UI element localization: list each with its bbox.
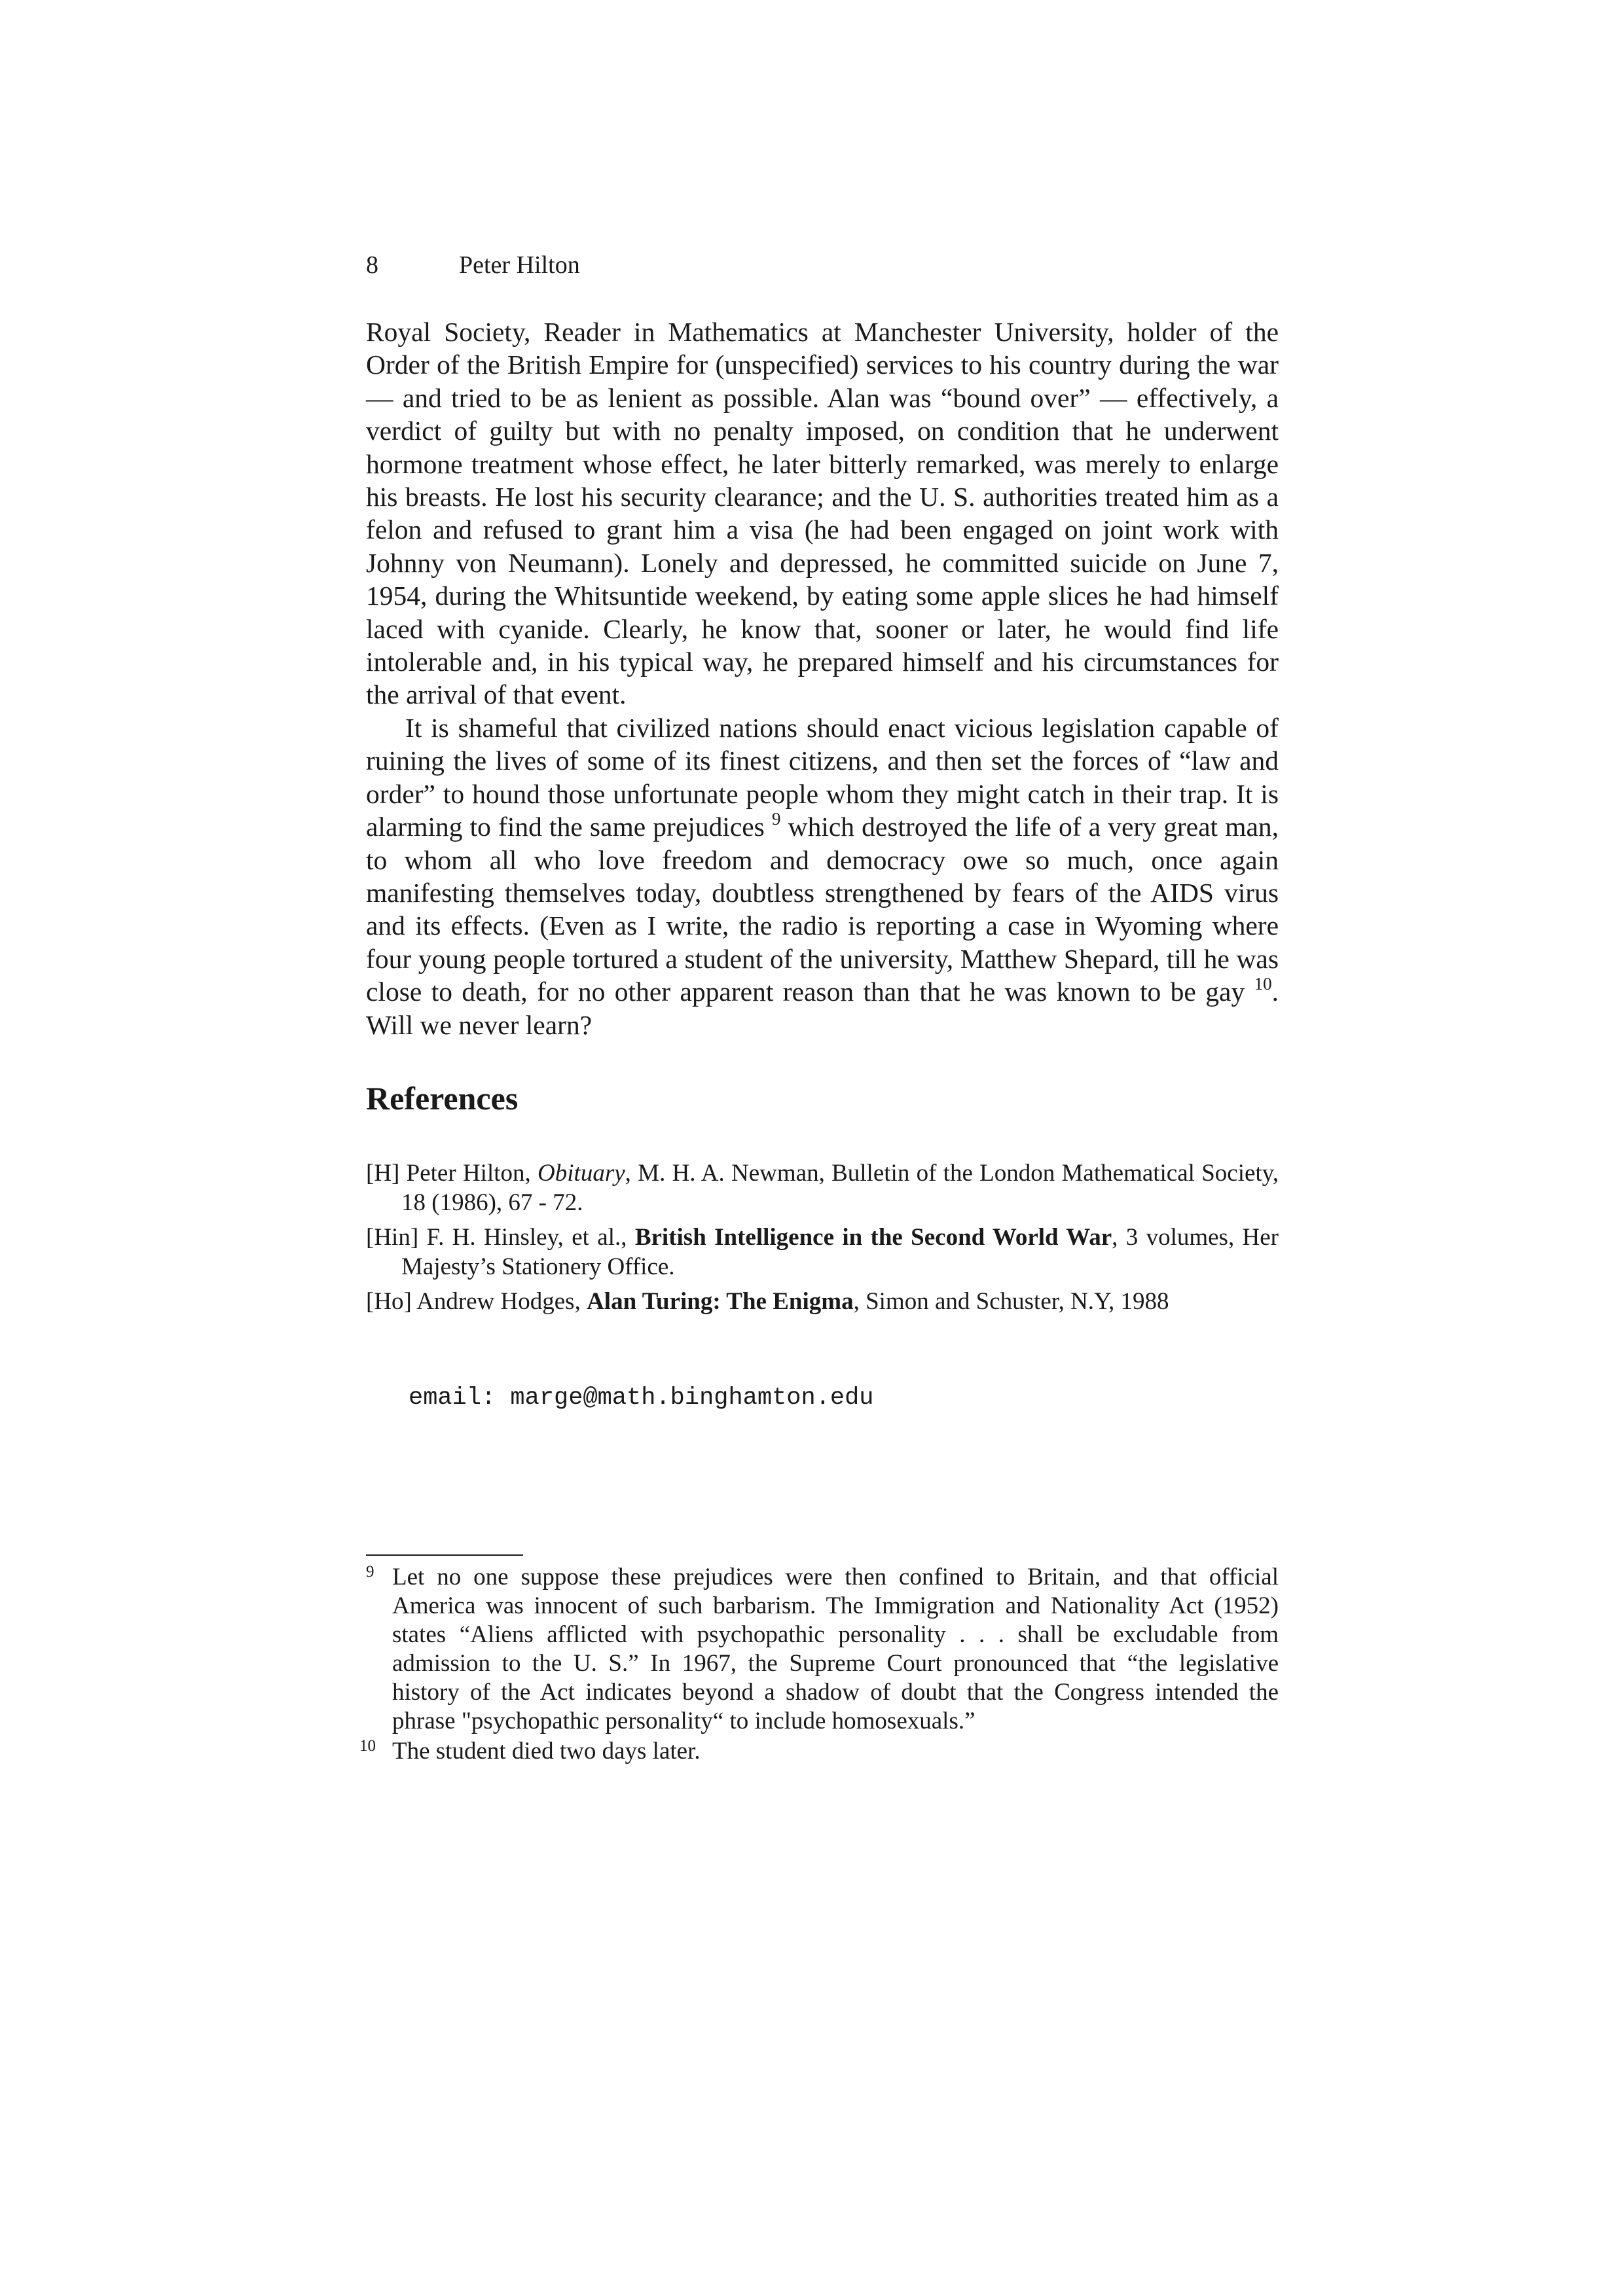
footnote-10 [359, 1737, 1279, 1766]
reference-details: , M. H. A. Newman, Bulletin of the London Mathematical Society, 18 (1986), 67 - 72. [401, 1160, 1279, 1216]
contact-email[interactable]: email: marge@math.binghamton.edu [409, 1384, 874, 1412]
footnote-mark: 10 [359, 1737, 376, 1755]
reference-details: , Simon and Schuster, N.Y, 1988 [853, 1288, 1169, 1315]
footnote-mark: 9 [366, 1563, 374, 1581]
footnote-divider [366, 1554, 523, 1556]
paragraph-2-part-b: which destroyed the life of a very great man, to whom all who love freedom and democracy owe so much, once again manifesting themselves today, doubtless strengthened by fears of the AIDS virus and its effects. (Even as I write, the radio is reporting a case in Wyoming where four young people tortured a student of the university, Matthew Shepard, till he was close to death, for no other apparent reason than that he was known to be gay [366, 812, 1279, 1007]
reference-key: [H] [366, 1160, 400, 1187]
reference-key: [Hin] [366, 1224, 419, 1251]
footnote-ref-10[interactable]: 10 [1254, 974, 1272, 994]
footnote-text: The student died two days later. [392, 1738, 701, 1765]
paragraph-1: Royal Society, Reader in Mathematics at Manchester University, holder of the Order of the British Empire for (unspecified) services to his country during the war — and tried to be as lenient as possible. Alan was “bound over” — effectively, a verdict of guilty but with no penalty imposed, on condition that he underwent hormone treatment whose effect, he later bitterly remarked, was merely to enlarge his breasts. He lost his security clearance; and the U. S. authorities treated him as a felon and refused to grant him a visa (he had been engaged on joint work with Johnny von Neumann). Lonely and depressed, he committed suicide on June 7, 1954, during the Whitsuntide weekend, by eating some apple slices he had himself laced with cyanide. Clearly, he know that, sooner or later, he would find life intolerable and, in his typical way, he prepared himself and his circumstances for the arrival of that event. [366, 317, 1279, 710]
body-text [366, 315, 1279, 1041]
paragraph-2 [366, 711, 1279, 1041]
reference-details: , 3 volumes, Her Majesty’s Stationery Office. [401, 1224, 1279, 1280]
paragraph-2-part-a: It is shameful that civilized nations should enact vicious legislation capable of ruining the lives of some of its finest citizens, and then set the forces of “law and order” to hound those unfortunate people whom they might catch in their trap. It is alarming to find the same prejudices [366, 712, 1279, 842]
reference-key: [Ho] [366, 1288, 412, 1315]
reference-author: Andrew Hodges, [416, 1288, 581, 1315]
reference-title: British Intelligence in the Second World War [634, 1224, 1112, 1251]
reference-title: Alan Turing: The Enigma [587, 1288, 854, 1315]
references-heading: References [366, 1080, 519, 1117]
reference-author: F. H. Hinsley, et al., [426, 1224, 627, 1251]
footnote-9 [366, 1563, 1279, 1736]
footnote-ref-9[interactable]: 9 [771, 809, 781, 829]
reference-item [366, 1223, 1279, 1282]
reference-author: Peter Hilton, [406, 1160, 531, 1187]
reference-item [366, 1287, 1279, 1316]
references-list [366, 1158, 1279, 1321]
paragraph-2-part-c: . Will we never learn? [366, 977, 1279, 1040]
reference-title: Obituary [538, 1160, 625, 1187]
page-number: 8 [366, 251, 378, 279]
footnote-text: Let no one suppose these prejudices were then confined to Britain, and that official America was innocent of such barbarism. The Immigration and Nationality Act (1952) states “Aliens afflicted with psychopathic personality . . . shall be excludable from admission to the U. S.” In 1967, the Supreme Court pronounced that “the legislative history of the Act indicates beyond a shadow of doubt that the Congress intended the phrase "psychopathic personality“ to include homosexuals.” [392, 1564, 1279, 1734]
reference-item [366, 1158, 1279, 1217]
running-header [366, 249, 580, 281]
running-title: Peter Hilton [459, 251, 580, 279]
footnotes [359, 1563, 1279, 1767]
